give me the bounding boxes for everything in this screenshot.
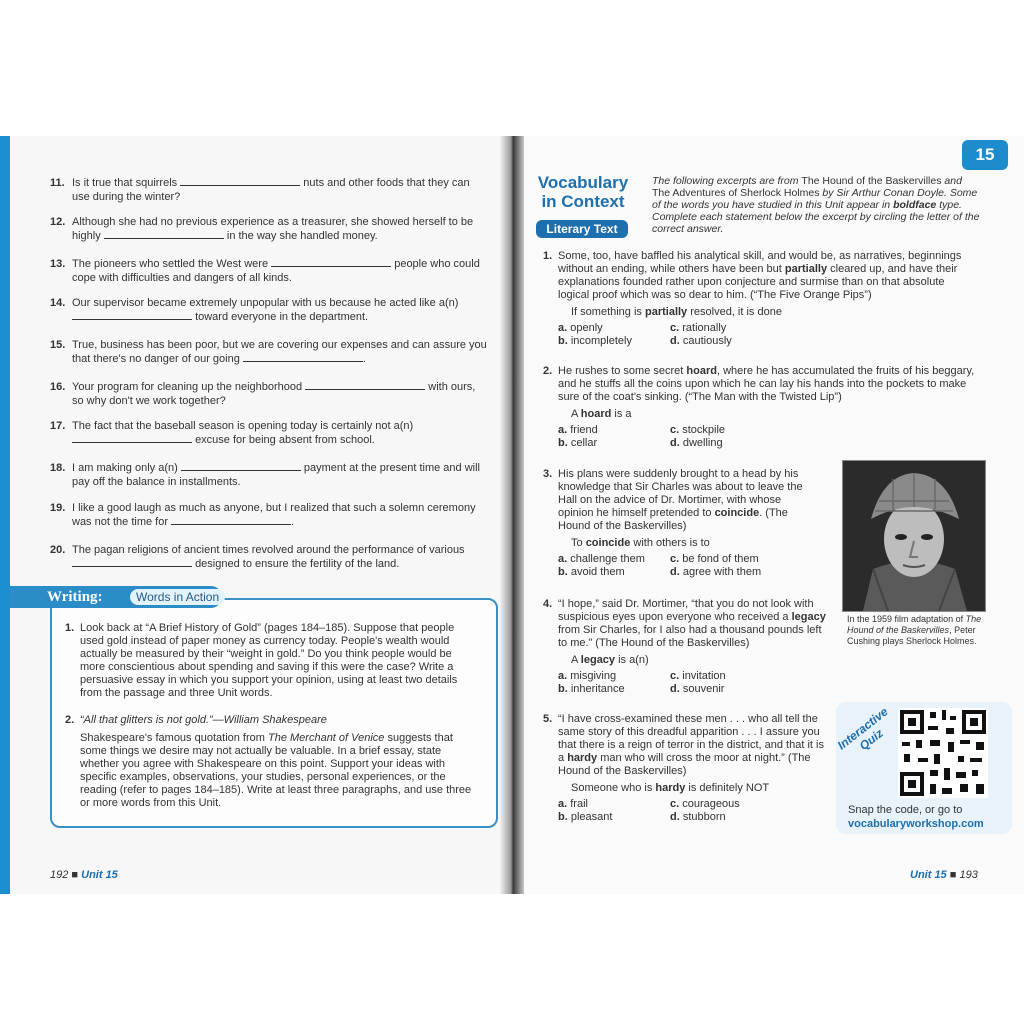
answer-blank[interactable] [180, 176, 300, 186]
answer-blank[interactable] [104, 229, 224, 239]
sentence-text: . [291, 516, 295, 528]
item-number: 17. [50, 420, 66, 432]
choice-letter: d. [670, 437, 680, 449]
choice-letter: a. [558, 553, 568, 565]
vocab-word: legacy [580, 654, 616, 666]
choice-text: openly [570, 322, 603, 334]
item-number: 16. [50, 381, 66, 393]
answer-blank[interactable] [171, 515, 291, 525]
excerpt-item-2 [543, 365, 978, 450]
left-footer: 192 ■ Unit 15 [50, 869, 118, 881]
excerpt-text: “I hope,” said Dr. Mortimer, “that you do not look with suspicious eyes upon everyone who received a [558, 598, 814, 623]
interactive-quiz-label: Interactive Quiz [834, 704, 891, 754]
intro-bold-word: boldface [893, 199, 937, 211]
answer-choice[interactable] [670, 811, 810, 824]
answer-choice[interactable] [670, 683, 810, 696]
excerpt-text: . (The Hound of the Baskervilles) [558, 507, 788, 532]
answer-blank[interactable] [305, 380, 425, 390]
choice-letter: c. [670, 553, 680, 565]
footer-unit: Unit 15 [81, 869, 118, 881]
prompt-work-title: The Merchant of Venice [268, 732, 385, 744]
item-number: 2. [543, 365, 553, 377]
vocab-word: hardy [655, 782, 686, 794]
answer-blank[interactable] [72, 557, 192, 567]
sentence-text: . [362, 353, 366, 365]
sentence-text: payment at the present time and will pay off the balance in installments. [72, 462, 480, 488]
choice-letter: a. [558, 670, 568, 682]
choice-letter: c. [670, 424, 680, 436]
qr-code-icon[interactable] [898, 708, 988, 798]
answer-choice[interactable] [670, 424, 810, 437]
item-number: 14. [50, 297, 66, 309]
answer-choice[interactable] [558, 437, 670, 450]
caption-work-title: The Hound of the Baskervilles [847, 614, 982, 635]
excerpt-text: “I have cross-examined these men . . . who all tell the same story of this dreadful apparition . . . I assure you that there is a reign of terror in the district, and that it is a [558, 713, 824, 764]
sentence-text: Your program for cleaning up the neighborhood [72, 381, 303, 393]
answer-choice[interactable] [558, 553, 670, 566]
photo-caption [847, 614, 987, 647]
stem-text: A [571, 654, 578, 666]
writing-title: Writing: [47, 589, 103, 605]
choice-letter: a. [558, 424, 568, 436]
choice-text: frail [570, 798, 588, 810]
excerpt-item-4 [543, 598, 828, 696]
answer-choice[interactable] [558, 683, 670, 696]
choice-text: friend [570, 424, 598, 436]
choice-letter: c. [670, 798, 680, 810]
vocab-word: hoard [580, 408, 612, 420]
stem-text: is definitely NOT [688, 782, 770, 794]
answer-choice[interactable] [670, 566, 810, 579]
choice-text: stubborn [682, 811, 726, 823]
intro-text: The following excerpts are from [652, 175, 799, 187]
answer-choice[interactable] [558, 670, 670, 683]
stem-text: Someone who is [571, 782, 653, 794]
section-title-line: in Context [541, 192, 625, 211]
caption-text: In the 1959 film adaptation of [847, 614, 964, 624]
footer-unit: Unit 15 [910, 869, 947, 881]
quiz-instruction: Snap the code, or go to [848, 804, 963, 816]
answer-choice[interactable] [670, 335, 810, 348]
sentence-item-13 [50, 257, 488, 285]
sentence-item-11 [50, 176, 488, 204]
choice-letter: b. [558, 335, 568, 347]
sentence-item-12 [50, 215, 488, 243]
excerpt-text: Some, too, have baffled his analytical skill, and would be, as narratives, beginnings without an ending, while others have been but [558, 250, 962, 275]
sherlock-holmes-photo [842, 460, 986, 612]
sentence-text: in the way she handled money. [226, 230, 378, 242]
vocab-word: partially [784, 263, 828, 275]
section-title-line: Vocabulary [537, 173, 629, 192]
item-number: 19. [50, 502, 66, 514]
answer-blank[interactable] [181, 461, 301, 471]
item-number: 5. [543, 713, 553, 725]
answer-choice[interactable] [558, 322, 670, 335]
answer-choice[interactable] [558, 335, 670, 348]
intro-text: type. Complete each statement below the excerpt by circling the letter of the correct answer. [652, 199, 980, 235]
sentence-text: I am making only a(n) [72, 462, 178, 474]
choice-text: cellar [570, 437, 598, 449]
sentence-text: The pagan religions of ancient times revolved around the performance of various [72, 544, 465, 556]
excerpt-item-1 [543, 250, 978, 348]
vocab-word: legacy [791, 611, 826, 623]
item-number: 12. [50, 216, 66, 228]
sentence-text: excuse for being absent from school. [195, 434, 375, 446]
choice-letter: b. [558, 566, 568, 578]
prompt-quote: “All that glitters is not gold.”—William Shakespeare [80, 714, 327, 726]
answer-choice[interactable] [558, 424, 670, 437]
answer-choice[interactable] [558, 811, 670, 824]
section-intro [652, 175, 982, 235]
choice-letter: b. [558, 811, 568, 823]
choice-text: incompletely [570, 335, 632, 347]
caption-text: , Peter Cushing plays Sherlock Holmes. [847, 625, 977, 646]
choice-letter: b. [558, 437, 568, 449]
excerpt-text: His plans were suddenly brought to a head by his knowledge that Sir Charles was about to leave the Hall on the advice of Dr. Mortimer, with whose opinion he himself pretended to [558, 468, 803, 519]
unit-number-badge: 15 [962, 140, 1008, 170]
stem-text: To [571, 537, 583, 549]
sentence-item-20 [50, 543, 488, 571]
sentence-text: Although she had no previous experience as a treasurer, she showed herself to be highly [72, 216, 474, 242]
section-tag: Literary Text [536, 220, 628, 238]
answer-choice[interactable] [670, 553, 810, 566]
portrait-illustration [843, 461, 985, 611]
item-number: 18. [50, 462, 66, 474]
book-gutter [500, 136, 524, 894]
choice-letter: b. [558, 683, 568, 695]
sentence-item-18 [50, 461, 488, 489]
intro-text: and [944, 175, 962, 187]
sentence-text: Our supervisor became extremely unpopular with us because he acted like a(n) [72, 297, 459, 309]
answer-choice[interactable] [670, 798, 810, 811]
choice-text: avoid them [570, 566, 625, 578]
prompt-text: Look back at “A Brief History of Gold” (pages 184–185). Suppose that people used gold instead of paper money as currency today. People's wealth would actually be measured by their “weight in gold.” Do you think people would be more conscientious about spending and saving if this were the case? Write a persuasive essay in which you support your opinion, using at least two details from the passage and three Unit words. [80, 622, 458, 699]
choice-text: challenge them [570, 553, 645, 565]
writing-prompt-2 [65, 714, 475, 810]
answer-blank[interactable] [243, 352, 363, 362]
quiz-website-link[interactable]: vocabularyworkshop.com [848, 818, 984, 830]
sentence-item-17 [50, 419, 488, 447]
choice-text: courageous [682, 798, 740, 810]
stem-text: resolved, it is done [690, 306, 782, 318]
answer-blank[interactable] [271, 257, 391, 267]
prompt-text: Shakespeare's famous quotation from [80, 732, 265, 744]
sentence-text: I like a good laugh as much as anyone, but I realized that such a solemn ceremony was not the time for [72, 502, 476, 528]
choice-letter: a. [558, 798, 568, 810]
excerpt-text: He rushes to some secret [558, 365, 684, 377]
answer-blank[interactable] [72, 310, 192, 320]
excerpt-text: , where he has accumulated the fruits of his beggary, and he stuffs all the coins upon which he can lay his hands into the pockets to make sure of the coat's sinking. (“The Man with the Twisted Lip”) [558, 365, 975, 403]
choice-letter: d. [670, 335, 680, 347]
excerpt-item-5 [543, 713, 828, 824]
stem-text: is a(n) [618, 654, 649, 666]
choice-text: stockpile [682, 424, 726, 436]
sentence-text: toward everyone in the department. [195, 311, 369, 323]
stem-text: with others is to [633, 537, 710, 549]
answer-choice[interactable] [558, 798, 670, 811]
answer-blank[interactable] [72, 433, 192, 443]
stem-text: is a [614, 408, 632, 420]
section-title [536, 173, 630, 211]
choice-letter: c. [670, 322, 680, 334]
choice-letter: c. [670, 670, 680, 682]
left-edge-stripe [0, 136, 10, 894]
vocab-word: coincide [585, 537, 631, 549]
sentence-text: nuts and other foods that they can use during the winter? [72, 177, 470, 203]
item-number: 1. [543, 250, 553, 262]
choice-text: dwelling [682, 437, 723, 449]
answer-choice[interactable] [558, 566, 670, 579]
choice-letter: d. [670, 811, 680, 823]
right-footer: Unit 15 ■ 193 [910, 869, 978, 881]
writing-tag: Words in Action [130, 589, 225, 605]
sentence-text: designed to ensure the fertility of the land. [195, 558, 400, 570]
sentence-item-15 [50, 338, 488, 366]
choice-text: be fond of them [682, 553, 759, 565]
item-number: 4. [543, 598, 553, 610]
vocab-word: hardy [567, 752, 598, 764]
sentence-item-14 [50, 296, 488, 324]
excerpt-text: from Sir Charles, for I also had a thousand pounds left to me.” (The Hound of the Baskervilles) [558, 624, 822, 649]
intro-work-title: The Hound of the Baskervilles [801, 175, 942, 187]
choice-text: pleasant [570, 811, 613, 823]
excerpt-text: man who will cross the moor at night.” (The Hound of the Baskervilles) [558, 752, 811, 777]
answer-choice[interactable] [670, 437, 810, 450]
choice-letter: a. [558, 322, 568, 334]
writing-prompt-1 [65, 622, 475, 700]
sentence-item-16 [50, 380, 488, 408]
stem-text: If something is [571, 306, 642, 318]
sentence-text: The pioneers who settled the West were [72, 258, 269, 270]
sentence-text: people who could cope with difficulties and dangers of all kinds. [72, 258, 480, 284]
prompt-text: suggests that some things we desire may not actually be valuable. In a brief essay, state whether you agree with Shakespeare on this point. Support your ideas with specific examples, observations, your studies, personal experiences, or the reading (refer to pages 184–185). Write at least three paragraphs, and use three or more words from this Unit. [80, 732, 472, 809]
sentence-text: Is it true that squirrels [72, 177, 178, 189]
choice-text: agree with them [682, 566, 762, 578]
prompt-number: 1. [65, 622, 75, 634]
choice-text: cautiously [682, 335, 732, 347]
answer-choice[interactable] [670, 322, 810, 335]
answer-choice[interactable] [670, 670, 810, 683]
excerpt-item-3 [543, 468, 813, 579]
choice-text: invitation [682, 670, 726, 682]
sentence-item-19 [50, 501, 488, 529]
sentence-text: with ours, so why don't we work together? [72, 381, 476, 407]
stem-text: A [571, 408, 578, 420]
page-number: 193 [959, 869, 978, 881]
choice-text: souvenir [682, 683, 725, 695]
excerpt-text: cleared up, and have their explanations founded rather upon conjecture and surmise than on that absolute logical proof which was so dear to him. (“The Five Orange Pips”) [558, 263, 958, 301]
vocab-word: coincide [714, 507, 760, 519]
item-number: 20. [50, 544, 66, 556]
choice-letter: d. [670, 683, 680, 695]
intro-text: by Sir Arthur Conan Doyle. Some of the words you have studied in this Unit appear in [652, 187, 978, 211]
intro-work-title: The Adventures of Sherlock Holmes [652, 187, 820, 199]
sentence-text: The fact that the baseball season is opening today is certainly not a(n) [72, 420, 414, 432]
prompt-number: 2. [65, 714, 75, 726]
choice-text: rationally [682, 322, 727, 334]
item-number: 11. [50, 177, 65, 189]
choice-text: inheritance [570, 683, 625, 695]
choice-letter: d. [670, 566, 680, 578]
page-number: 192 [50, 869, 69, 881]
choice-text: misgiving [570, 670, 617, 682]
sentence-text: True, business has been poor, but we are covering our expenses and can assure you that there's no danger of our going [72, 339, 487, 365]
item-number: 13. [50, 258, 66, 270]
vocab-word: partially [644, 306, 688, 318]
vocab-word: hoard [686, 365, 717, 377]
item-number: 15. [50, 339, 66, 351]
item-number: 3. [543, 468, 553, 480]
